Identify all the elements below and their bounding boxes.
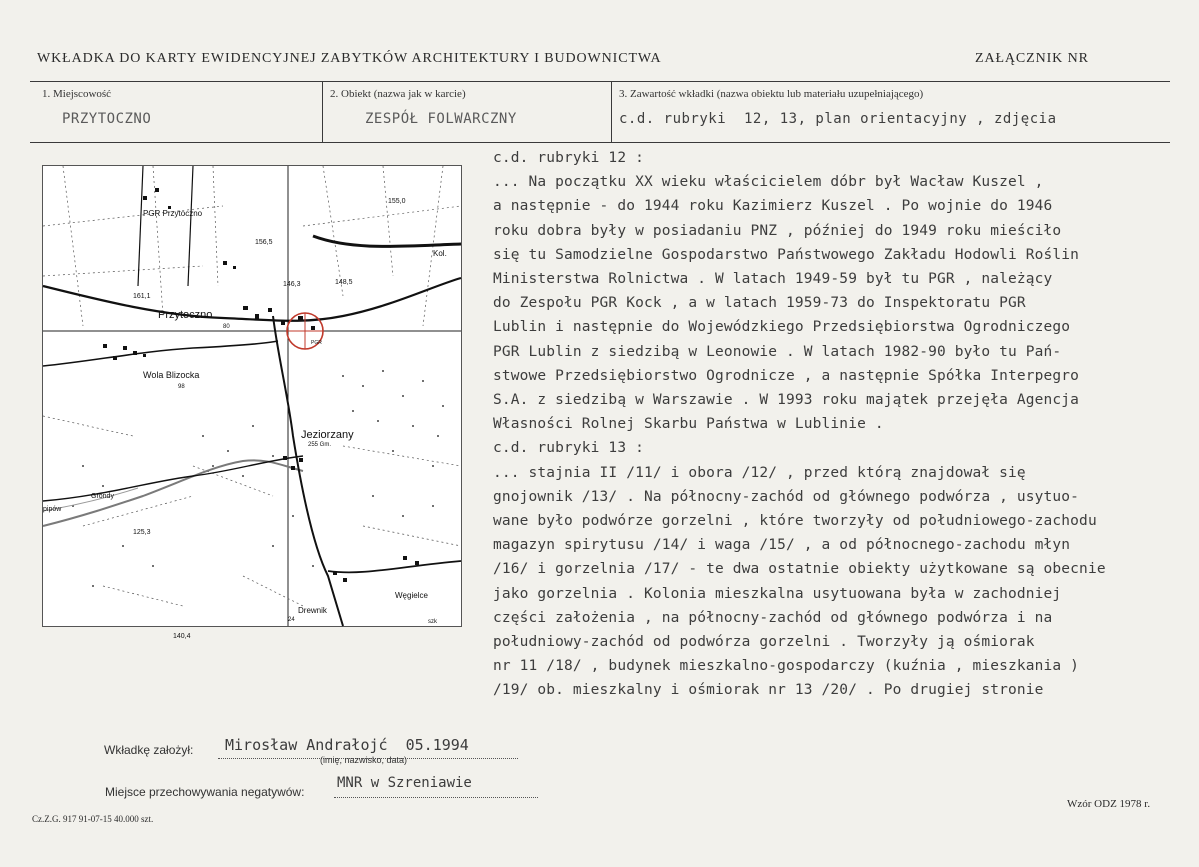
- body-line: c.d. rubryki 13 :: [493, 440, 644, 457]
- body-line: gnojownik /13/ . Na północny-zachód od głównego podwórza , usytuo-: [493, 488, 1080, 505]
- svg-text:Grondy: Grondy: [91, 493, 114, 500]
- body-line: Własności Rolnej Skarbu Państwa w Lublinie .: [493, 416, 884, 433]
- body-line: /16/ i gorzelnia /17/ - te dwa ostatnie obiekty użytkowane są obecnie: [493, 561, 1106, 578]
- body-line: Lublin i następnie do Wojewódzkiego Przedsiębiorstwa Ogrodniczego: [493, 319, 1071, 336]
- map-label-pgr-przytoczno: PGR Przytoczno: [143, 209, 203, 218]
- svg-text:98: 98: [178, 384, 185, 390]
- map-svg: [43, 166, 461, 640]
- field-object-value: ZESPÓŁ FOLWARCZNY: [365, 111, 517, 127]
- map-label-przytoczno: Przytoczno: [158, 309, 213, 321]
- author-label: Wkładkę założył:: [104, 743, 194, 757]
- field-divider-1: [322, 81, 323, 142]
- body-line: Ministerstwa Rolnictwa . W latach 1949-59 był tu PGR , należący: [493, 271, 1053, 287]
- attachment-number-label: ZAŁĄCZNIK NR: [975, 51, 1089, 66]
- body-line: roku dobra były w posiadaniu PNZ , później do 1949 roku mieściło: [493, 222, 1062, 239]
- body-line: stwowe Przedsiębiorstwo Ogrodnicze , a następnie Spółka Interpegro: [493, 367, 1080, 384]
- svg-text:148,5: 148,5: [335, 279, 353, 286]
- road-south: [273, 316, 343, 626]
- body-line: części założenia , na północny-zachód od głównego podwórza i na: [493, 609, 1053, 626]
- author-value: Mirosław Andrałojć 05.1994: [225, 736, 469, 754]
- body-line: ... stajnia II /11/ i obora /12/ , przed którą znajdował się: [493, 464, 1026, 481]
- field-locality-value: PRZYTOCZNO: [62, 111, 152, 127]
- header-top-rule: [30, 81, 1170, 82]
- body-line: /19/ ob. mieszkalny i ośmiorak nr 13 /20/ . Po drugiej stronie: [493, 682, 1044, 699]
- field-object-label: 2. Obiekt (nazwa jak w karcie): [330, 88, 466, 100]
- map-label-drewnik: Drewnik: [298, 606, 327, 615]
- print-info: Cz.Z.G. 917 91-07-15 40.000 szt.: [32, 814, 154, 824]
- map-label-jeziorzany: Jeziorzany: [301, 429, 354, 441]
- orientation-map: [42, 165, 462, 640]
- body-line: S.A. z siedzibą w Warszawie . W 1993 roku majątek przejęła Agencja: [493, 392, 1080, 408]
- svg-text:pipów: pipów: [43, 506, 62, 513]
- river-line: [43, 460, 303, 526]
- field-content-value: c.d. rubryki 12, 13, plan orientacyjny , zdjęcia: [619, 111, 1057, 127]
- svg-text:155,0: 155,0: [388, 198, 406, 205]
- negatives-storage-label: Miejsce przechowywania negatywów:: [105, 785, 305, 799]
- svg-text:Kol.: Kol.: [433, 249, 447, 258]
- body-line: jako gorzelnia . Kolonia mieszkalna usytuowana była w zachodniej: [493, 585, 1062, 602]
- body-line: magazyn spirytusu /14/ i waga /15/ , a od północnego-zachodu młyn: [493, 537, 1071, 554]
- field-locality-label: 1. Miejscowość: [42, 88, 112, 100]
- svg-text:szk: szk: [428, 619, 437, 625]
- svg-text:24: 24: [288, 617, 295, 623]
- body-line: a następnie - do 1944 roku Kazimierz Kuszel . Po wojnie do 1946: [493, 198, 1053, 215]
- body-line: ... Na początku XX wieku właścicielem dóbr był Wacław Kuszel ,: [493, 174, 1044, 191]
- body-line: wane było podwórze gorzelni , które tworzyły od południowego-zachodu: [493, 513, 1097, 529]
- field-content-label: 3. Zawartość wkładki (nazwa obiektu lub materiału uzupełniającego): [619, 88, 924, 100]
- body-line: południowy-zachód od podwórza gorzelni . Tworzyły ją ośmiorak: [493, 634, 1035, 650]
- svg-text:161,1: 161,1: [133, 293, 151, 300]
- svg-text:140,4: 140,4: [173, 633, 191, 640]
- svg-text:146,3: 146,3: [283, 281, 301, 288]
- road-kol: [313, 236, 461, 246]
- template-info: Wzór ODZ 1978 r.: [1067, 798, 1151, 810]
- storage-dotted-line: [334, 797, 538, 798]
- negatives-storage-value: MNR w Szreniawie: [337, 775, 472, 791]
- field-divider-2: [611, 81, 612, 142]
- body-line: się tu Samodzielne Gospodarstwo Państwowego Zakładu Hodowli Roślin: [493, 246, 1080, 263]
- header-bottom-rule: [30, 142, 1170, 143]
- body-line: do Zespołu PGR Kock , a w latach 1959-73 do Inspektoratu PGR: [493, 295, 1026, 312]
- svg-text:80: 80: [223, 324, 230, 330]
- body-line: nr 11 /18/ , budynek mieszkalno-gospodarczy (kuźnia , mieszkania ): [493, 658, 1080, 675]
- map-label-wegielce: Węgielce: [395, 591, 428, 600]
- form-title: WKŁADKA DO KARTY EWIDENCYJNEJ ZABYTKÓW ARCHITEKTURY I BUDOWNICTWA: [37, 51, 662, 66]
- svg-text:255 Gm.: 255 Gm.: [308, 442, 332, 448]
- main-road: [43, 278, 461, 321]
- svg-text:PGR: PGR: [311, 340, 322, 346]
- body-line: PGR Lublin z siedzibą w Leonowie . W latach 1982-90 było tu Pań-: [493, 343, 1062, 360]
- svg-text:156,5: 156,5: [255, 239, 273, 246]
- author-hint: (imię, nazwisko, data): [320, 755, 408, 765]
- svg-text:125,3: 125,3: [133, 529, 151, 536]
- map-label-wola-blizocka: Wola Blizocka: [143, 370, 200, 380]
- body-line: c.d. rubryki 12 :: [493, 150, 644, 166]
